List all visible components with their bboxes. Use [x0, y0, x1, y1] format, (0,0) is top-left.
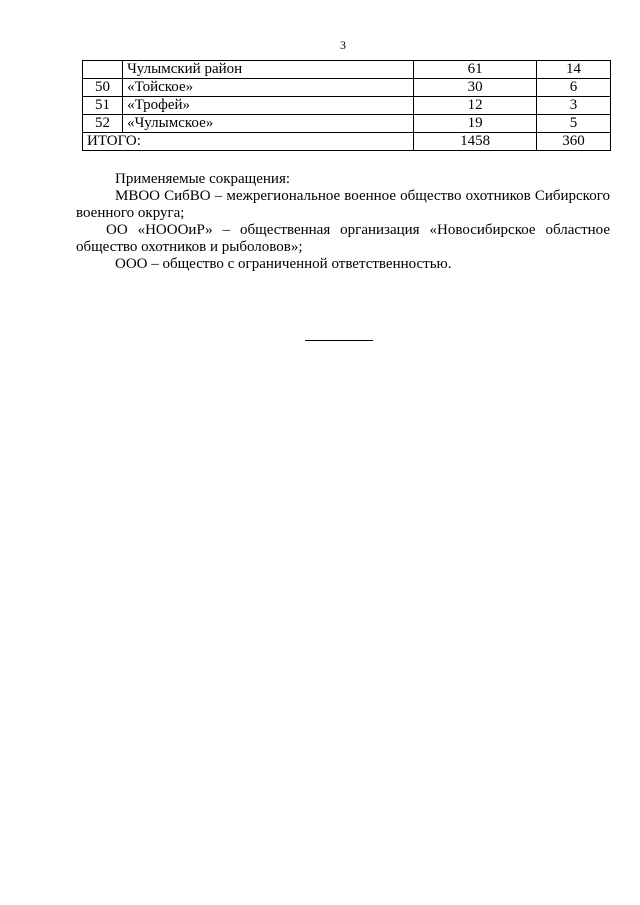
row-name: Чулымский район: [123, 61, 414, 79]
row-value-a: 12: [414, 97, 537, 115]
row-name: «Трофей»: [123, 97, 414, 115]
row-value-a: 19: [414, 115, 537, 133]
row-value-b: 3: [537, 97, 611, 115]
row-number: 51: [83, 97, 123, 115]
abbreviation-item: МВОО СибВО – межрегиональное военное общество охотников Сибирского военного округа;: [76, 188, 610, 221]
row-value-a: 61: [414, 61, 537, 79]
table-row: [83, 115, 611, 133]
table-total-row: [83, 133, 611, 151]
row-number: 52: [83, 115, 123, 133]
total-value-a: 1458: [414, 133, 537, 151]
row-number: 50: [83, 79, 123, 97]
abbreviations-section: [76, 171, 610, 273]
page-number: 3: [340, 38, 346, 52]
abbreviation-item: ОО «НОООиР» – общественная организация «Новосибирское областное общество охотников и рыболовов»;: [76, 222, 610, 255]
row-name: «Чулымское»: [123, 115, 414, 133]
end-divider: [305, 340, 373, 341]
table-row: [83, 97, 611, 115]
row-value-b: 6: [537, 79, 611, 97]
row-value-b: 5: [537, 115, 611, 133]
abbreviation-item: ООО – общество с ограниченной ответственностью.: [115, 256, 452, 272]
row-number: [83, 61, 123, 79]
abbreviations-heading: Применяемые сокращения:: [115, 171, 291, 187]
total-label: ИТОГО:: [83, 133, 414, 151]
total-value-b: 360: [537, 133, 611, 151]
table-row: [83, 61, 611, 79]
row-name: «Тойское»: [123, 79, 414, 97]
row-value-b: 14: [537, 61, 611, 79]
table-row: [83, 79, 611, 97]
data-table: [82, 60, 611, 151]
row-value-a: 30: [414, 79, 537, 97]
